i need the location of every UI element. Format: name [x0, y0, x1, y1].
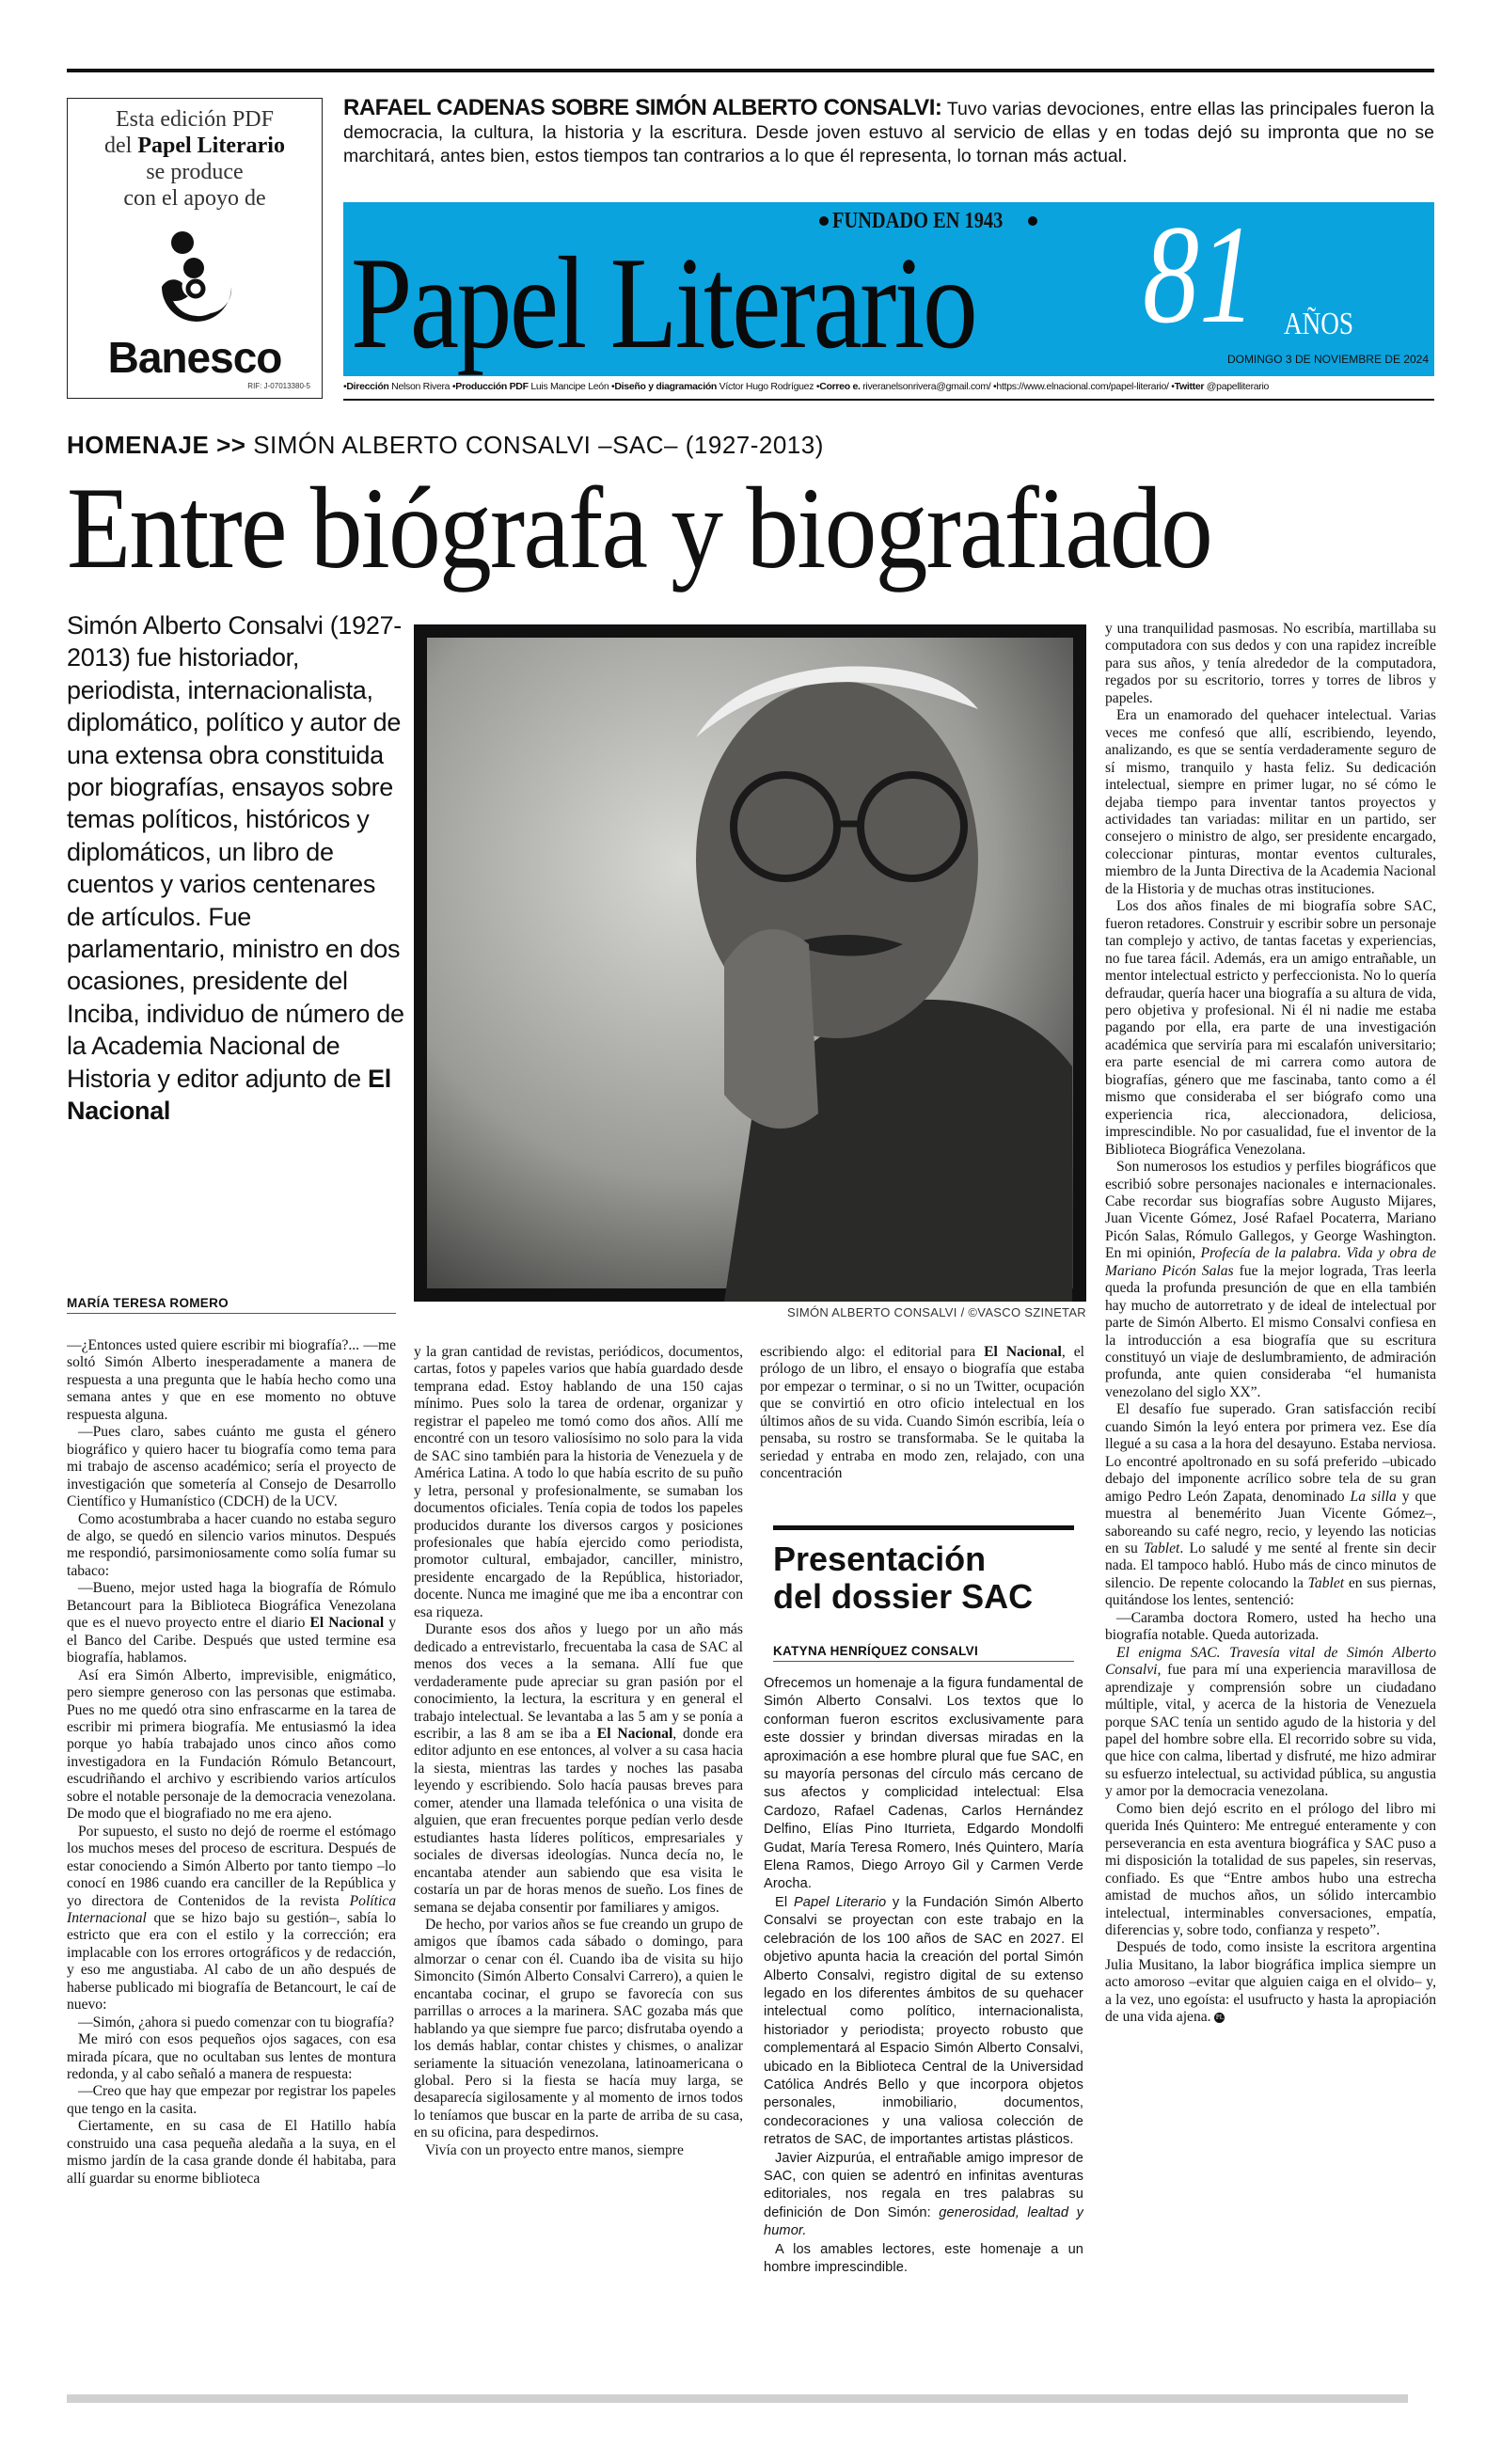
box-title-line: Presentación: [773, 1540, 987, 1578]
paragraph: —¿Entonces usted quiere escribir mi biografía?... —me soltó Simón Alberto inesperadamente a manera de respuesta a una pregunta que le había hecho como una semana antes y que en ese momento no obtuve respuesta alguna.: [67, 1337, 396, 1423]
credit-label: Dirección: [346, 381, 392, 392]
kicker-section: HOMENAJE >>: [67, 431, 246, 459]
paragraph: Son numerosos los estudios y perfiles biográficos que escribió sobre personajes nacionales e internacionales. Cabe recordar sus biografías sobre Augusto Mijares, Juan Vicente Gómez, José Rafael Pocaterra, Mariano Picón Salas, Rómulo Gallegos, y George Washington. En mi opinión, Profecía de la palabra. Vida y obra de Mariano Picón Salas fue la mejor lograda, Tras leerla queda la profunda presunción de que en ella también hay mucho de autorretrato y de ideal de intelectual por parte de Simón Alberto. El mismo Consalvi confiesa en la introducción a esa biografía que su escritura constituyó un viaje de deslumbramiento, de admiración profunda, ante quien consideraba “el humanista venezolano del siglo XX”.: [1105, 1159, 1436, 1400]
paragraph: y la gran cantidad de revistas, periódicos, documentos, cartas, fotos y papeles varios que había guardado desde temprana edad. Estoy hablando de una 150 cajas mínimo. Pues solo la tarea de ordenar, organizar y registrar el papeleo me tomó como dos años. Allí me encontré con un tesoro valiosísimo no solo para la vida de SAC sino también para la historia de Venezuela y de América Latina. A todo lo que había escrito de su puño y letra, personal y profesionalmente, se sumaban los documentos oficiales. Tenía copia de todos los papeles producidos durante los diversos cargos y posiciones profesionales que había ejercido como periodista, promotor cultural, embajador, canciller, ministro, presidente encargado de la República, historiador, docente. Nunca me imaginé que me iba a encontrar con esa riqueza.: [414, 1344, 743, 1620]
photo-caption: SIMÓN ALBERTO CONSALVI / ©VASCO SZINETAR: [786, 1305, 1086, 1319]
intro-bold: El Nacional: [67, 1064, 391, 1126]
credit-item: •Diseño y diagramación Víctor Hugo Rodríguez: [611, 381, 814, 392]
paragraph: Vivía con un proyecto entre manos, siempre: [425, 2141, 684, 2158]
box-text: [764, 1675, 1083, 2380]
bullet-icon: [819, 216, 829, 226]
sponsor-rif: RIF: J-07013380-5: [247, 382, 310, 390]
paragraph: —Simón, ¿ahora si puedo comenzar con tu biografía?: [78, 2014, 395, 2030]
paragraph: —Bueno, mejor usted haga la biografía de Rómulo Betancourt para la Biblioteca Biográfica Venezolana que es el nuevo proyecto entre el diario El Nacional y el Banco del Caribe. Después que usted termine esa biografía, hablamos.: [67, 1580, 396, 1666]
sponsor-lead-line: se produce: [146, 160, 244, 184]
masthead-banner: [343, 202, 1434, 376]
credit-value: Víctor Hugo Rodríguez: [719, 381, 814, 392]
credit-item: •https://www.elnacional.com/papel-literario/: [993, 381, 1169, 392]
paragraph: Después de todo, como insiste la escritora argentina Julia Musitano, la labor biográfica implica siempre un acto amoroso –evitar que alguien caiga en el olvido– y, a la vez, uno egoísta: el usufructo y hasta la apropiación de una vida ajena. PL: [1105, 1939, 1436, 2026]
credit-label: Diseño y diagramación: [614, 381, 719, 392]
paragraph: De hecho, por varios años se fue creando un grupo de amigos que íbamos cada sábado o domingo, para almorzar o cenar con él. Cuando iba de visita su hijo Simoncito (Simón Alberto Consalvi Carrero), a quien le encantaba cocinar, el grupo se favorecía con sus parrillas o arroces a la marinera. SAC gozaba más que hablando ya que siempre fue parco; disfrutaba oyendo a los demás hablar, contar chistes y chismes, o analizar seriamente la situación venezolana, latinoamericana o global. Pero si la fiesta se hacía muy larga, se desaparecía sigilosamente y al momento de irnos todos lo teníamos que buscar en la parte de arriba de su casa, en su oficina, para despedirnos.: [414, 1916, 743, 2141]
paragraph: Ciertamente, en su casa de El Hatillo había construido una casa pequeña aledaña a la suya, en el mismo jardín de la casa grande donde él habitaba, para allí guardar su enorme biblioteca: [67, 2118, 396, 2187]
box-title: [773, 1540, 1083, 1616]
credit-item: •Correo e. riveranelsonrivera@gmail.com/: [815, 381, 991, 392]
intro-text: Simón Alberto Consalvi (1927-2013) fue historiador, periodista, internacionalista, diplomático, político y autor de una extensa obra constituida por biografías, ensayos sobre temas políticos, históricos y diplomáticos, un libro de cuentos y varios centenares de artículos. Fue parlamentario, ministro en dos ocasiones, presidente del Inciba, individuo de número de la Academia Nacional de Historia y editor adjunto de: [67, 611, 404, 1093]
sponsor-lead-line: con el apoyo de: [123, 186, 266, 211]
credit-value: Nelson Rivera: [391, 381, 451, 392]
sponsor-lead-line: [68, 133, 322, 159]
sponsor-box: [67, 98, 323, 399]
top-rule: [67, 69, 1434, 72]
kicker-topic: SIMÓN ALBERTO CONSALVI –SAC– (1927-2013): [253, 431, 824, 459]
paragraph: —Caramba doctora Romero, usted ha hecho una biografía notable. Queda autorizada.: [1105, 1609, 1436, 1644]
footer-bar: [67, 2394, 1408, 2403]
sponsor-lead: [68, 106, 322, 212]
paragraph: —Creo que hay que empezar por registrar los papeles que tengo en la casita.: [67, 2083, 396, 2117]
paragraph: El Papel Literario y la Fundación Simón Alberto Consalvi se proyectan con este trabajo en la celebración de los 100 años de SAC en 2027. El objetivo apunta hacia la creación del portal Simón Alberto Consalvi, registro digital de su extenso legado en los diferentes ámbitos de su quehacer intelectual como político, internacionalista, historiador y periodista; proyecto robusto que complementará al Espacio Simón Alberto Consalvi, ubicado en la Biblioteca Central de la Universidad Católica Andrés Bello y que incorpora objetos personales, inmobiliario, documentos, condecoraciones y una valiosa colección de retratos de SAC, de importantes artistas plásticos.: [764, 1894, 1083, 2148]
paragraph: Por supuesto, el susto no dejó de roerme el estómago los muchos meses del proceso de escritura. Después de estar conociendo a Simón Alberto por tanto tiempo –lo conocí en 1986 cuando era canciller de la República y yo directora de Contenidos de la revista Política Internacional que se hizo bajo su gestión–, sabía lo estricto que era con el estilo y la corrección; era implacable con los errores ortográficos y de redacción, y eso me angustiaba. Al cabo de un año después de haberse publicado mi biografía de Betancourt, le caí de nuevo:: [67, 1823, 396, 2014]
paragraph: Durante esos dos años y luego por un año más dedicado a entrevistarlo, frecuentaba la casa de SAC al menos dos veces a la semana. Allí fue que verdaderamente pude apreciar su gran pasión por el conocimiento, la lectura, la escritura y en general el trabajo intelectual. Se levantaba a las 5 am y se ponía a escribir, a las 8 am se iba a El Nacional, donde era editor adjunto en ese entonces, al volver a su casa hacia la siesta, mientras las tardes y noches las pasaba leyendo y escribiendo. Solo hacía pausas breves para comer, atender una llamada telefónica o una visita de alguien, que eran frecuentes porque pedían verlo desde estudiantes hasta líderes políticos, empresariales y sociales de diversas ideologías. Nunca decía no, le encantaba atender aun sabiendo que esa visita le costaría un par de horas menos de sueño. Los fines de semana se dejaba consentir por familiares y amigos.: [414, 1621, 743, 1916]
paragraph: Como bien dejó escrito en el prólogo del libro mi querida Inés Quintero: Me entregué enteramente y con perseverancia en esta aventura biográfica y SAC puso a mi disposición la totalidad de sus papeles, sin reservas, confiado. Es que “Entre ambos hubo una estrecha amistad de muchos años, un sólido intercambio intelectual, interminables conversaciones, empatía, diferencias y, sobre todo, confianza y respeto”.: [1105, 1800, 1436, 1938]
box-top-rule: [773, 1525, 1074, 1530]
paragraph: Los dos años finales de mi biografía sobre SAC, fueron retadores. Construir y escribir sobre un personaje tan complejo y activo, de tantas facetas y experiencias, no fue tarea fácil. Además, era un amigo entrañable, un mentor intelectual estricto y perfeccionista. No lo quería defraudar, quería hacer una biografía a su altura de vida, pero objetiva y profesional. Ni él ni nadie me estaba pagando por ella, era parte de una investigación académica que serviría para mi escalafón universitario; era parte esencial de mi carrera como autora de biografías, género que me fascinaba, tanto como a él mismo que consideraba el ser biógrafo como una experiencia rica, aleccionadora, deliciosa, imprescindible. No por casualidad, fue el inventor de la Biblioteca Biográfica Venezolana.: [1105, 898, 1436, 1158]
bullet-icon: [1028, 216, 1037, 226]
paragraph: Era un enamorado del quehacer intelectual. Varias veces me confesó que allí, escribiendo, leyendo, analizando, es que se sentía verdaderamente seguro de sí mismo, tranquilo y hasta feliz. Su dedicación intelectual, siempre en primer lugar, no sé cómo le dejaba tiempo para inventar tantos proyectos y actividades tan variadas: militar en un partido, ser consejero o ministro de algo, ser presidente encargado, coleccionar pinturas, montar eventos culturales, miembro de la Junta Directiva de la Academia Nacional de la Historia y de muchas otras instituciones.: [1105, 707, 1436, 897]
credit-value: riveranelsonrivera@gmail.com/: [862, 381, 991, 392]
paragraph: Así era Simón Alberto, imprevisible, enigmático, pero siempre generoso con las personas que estimaba. Pues no me quedó otra sino enfrascarme en la tarea de escribir mi primera biografía. Me entusiasmó la idea porque yo había trabajado unos cinco años como investigadora en la Fundación Rómulo Betancourt, escudriñando el archivo y escribiendo varios artículos sobre el notable personaje de la democracia venezolana. De modo que el biografiado no me era ajeno.: [67, 1666, 396, 1823]
masthead-founded: FUNDADO EN 1943: [832, 209, 1004, 233]
article-column-2: [414, 1344, 743, 2382]
article-column-3: [760, 1344, 1084, 1523]
credit-label: Correo e.: [819, 381, 863, 392]
sponsor-publication-name: Papel Literario: [137, 134, 285, 158]
anniversary-number: 81: [1143, 202, 1256, 353]
header-dek: [343, 96, 1434, 168]
dek-text: Tuvo varias devociones, entre ellas las principales fueron la democracia, la cultura, la historia y la escritura. Desde joven estuvo al servicio de ellas y en todas dejó su impronta que no se marchitará, antes bien, estos tiempos tan contrarios a lo que él representa, lo tornan más actual.: [343, 99, 1435, 166]
end-of-article-icon: PL: [1215, 2014, 1225, 2022]
paragraph: y una tranquilidad pasmosas. No escribía, martillaba su computadora con sus dedos y con una rapidez increíble para sus años, y tenía alrededor de la computadora, regados por su escritorio, torres y torres de libros y papeles.: [1105, 621, 1436, 706]
paragraph: El desafío fue superado. Gran satisfacción recibí cuando Simón la leyó entera por primera vez. Ese día llegué a su casa a la hora del desayuno. Estaba nerviosa. Lo encontré apoltronado en su sofá preferido –ubicado debajo del imponente acrílico sobre tela de su gran amigo Pedro León Zapata, denominado La silla y que muestra al benemérito Juan Vicente Gómez–, saboreando su café negro, recio, y leyendo las noticias en su Tablet. Lo saludé y me senté al frente sin decir nada. El tampoco habló. Hubo más de cinco minutos de silencio. De repente colocando la Tablet en sus piernas, quitándose los lentes, sentenció:: [1105, 1401, 1436, 1609]
box-byline: KATYNA HENRÍQUEZ CONSALVI: [773, 1644, 1074, 1662]
article-byline: MARÍA TERESA ROMERO: [67, 1296, 396, 1314]
paragraph: Como acostumbraba a hacer cuando no estaba seguro de algo, se quedó en silencio varios minutos. Después me respondió, parsimoniosamente como solía fumar su tabaco:: [67, 1510, 396, 1579]
credits-rule: [343, 399, 1434, 401]
credit-label: Twitter: [1174, 381, 1207, 392]
paragraph: El enigma SAC. Travesía vital de Simón Alberto Consalvi, fue para mí una experiencia maravillosa de aprendizaje y comprensión sobre un ciudadano múltiple, vital, y acerca de la historia de Venezuela porque SAC tenía un sentido agudo de la historia y del papel del hombre sobre ella. El recorrido sobre su vida, que hice con calma, libertad y disfruté, me hizo admirar su esfuerzo intelectual, su actividad pública, su angustia y amor por la democracia venezolana.: [1105, 1644, 1436, 1800]
credit-item: •Twitter @papelliterario: [1171, 381, 1270, 392]
sponsor-lead-line: Esta edición PDF: [116, 107, 274, 132]
credit-value: @papelliterario: [1206, 381, 1270, 392]
headline: Entre biógrafa y biografiado: [67, 464, 1211, 592]
paragraph: escribiendo algo: el editorial para El Nacional, el prólogo de un libro, el ensayo o biografía que estaba por empezar o terminar, o si no un Twitter, ocupación que se convirtió en otro oficio intelectual en los últimos años de su vida. Cuando Simón escribía, leía o pensaba, su rostro se transformaba. Se le quitaba la seriedad y entraba en modo zen, relajado, con una concentración: [760, 1344, 1084, 1482]
banesco-logo-icon: [154, 230, 239, 328]
portrait-photo-image: [414, 624, 1086, 1302]
article-column-1: [67, 1337, 396, 2381]
paragraph: Me miró con esos pequeños ojos sagaces, con esa mirada pícara, que no ocultaban sus lentes de montura redonda, y al cabo señaló a manera de respuesta:: [67, 2031, 396, 2083]
paragraph: —Pues claro, sabes cuánto me gusta el género biográfico y quiero hacer tu biografía como tema para mi trabajo de ascenso académico; sería el proyecto de investigación que sometería al Consejo de Desarrollo Científico y Humanístico (CDCH) de la UCV.: [67, 1424, 396, 1510]
article-column-4: [1105, 621, 1436, 2384]
anniversary-label: AÑOS: [1284, 307, 1354, 341]
intro-summary: [67, 609, 405, 1128]
masthead-title: Papel Literario: [351, 230, 976, 376]
credit-item: •Dirección Nelson Rivera: [343, 381, 451, 392]
credit-value: https://www.elnacional.com/papel-literario/: [996, 381, 1169, 392]
paragraph: Javier Aizpurúa, el entrañable amigo impresor de SAC, con quien se adentró en infinitas aventuras editoriales, nos regala en tres palabras su definición de Don Simón: generosidad, lealtad y humor.: [764, 2150, 1083, 2239]
dek-heading: RAFAEL CADENAS SOBRE SIMÓN ALBERTO CONSALVI:: [343, 95, 942, 120]
box-title-line: del dossier SAC: [773, 1577, 1034, 1616]
credit-label: Producción PDF: [455, 381, 531, 392]
section-kicker: [67, 431, 824, 460]
credit-value: Luis Mancipe León: [530, 381, 609, 392]
credit-item: •Producción PDF Luis Mancipe León: [451, 381, 609, 392]
edition-date: DOMINGO 3 DE NOVIEMBRE DE 2024: [1226, 353, 1429, 366]
sponsor-brand: Banesco: [107, 333, 282, 382]
credits-line: [343, 381, 1434, 392]
sponsor-lead-prefix: del: [104, 134, 133, 158]
paragraph: Ofrecemos un homenaje a la figura fundamental de Simón Alberto Consalvi. Los textos que lo conforman fueron escritos exclusivamente para este dossier y brindan diversas miradas en la aproximación a ese hombre plural que fue SAC, en su mayoría personas del círculo más cercano de sus afectos y complicidad intelectual: Elsa Cardozo, Rafael Cadenas, Carlos Hernández Delfino, Elías Pino Iturrieta, Edgardo Mondolfi Gudat, María Teresa Romero, Inés Quintero, María Elena Ramos, Diego Arroyo Gil y Carmen Verde Arocha.: [764, 1676, 1083, 1892]
paragraph: A los amables lectores, este homenaje a un hombre imprescindible.: [764, 2241, 1083, 2275]
portrait-photo: [414, 624, 1086, 1302]
